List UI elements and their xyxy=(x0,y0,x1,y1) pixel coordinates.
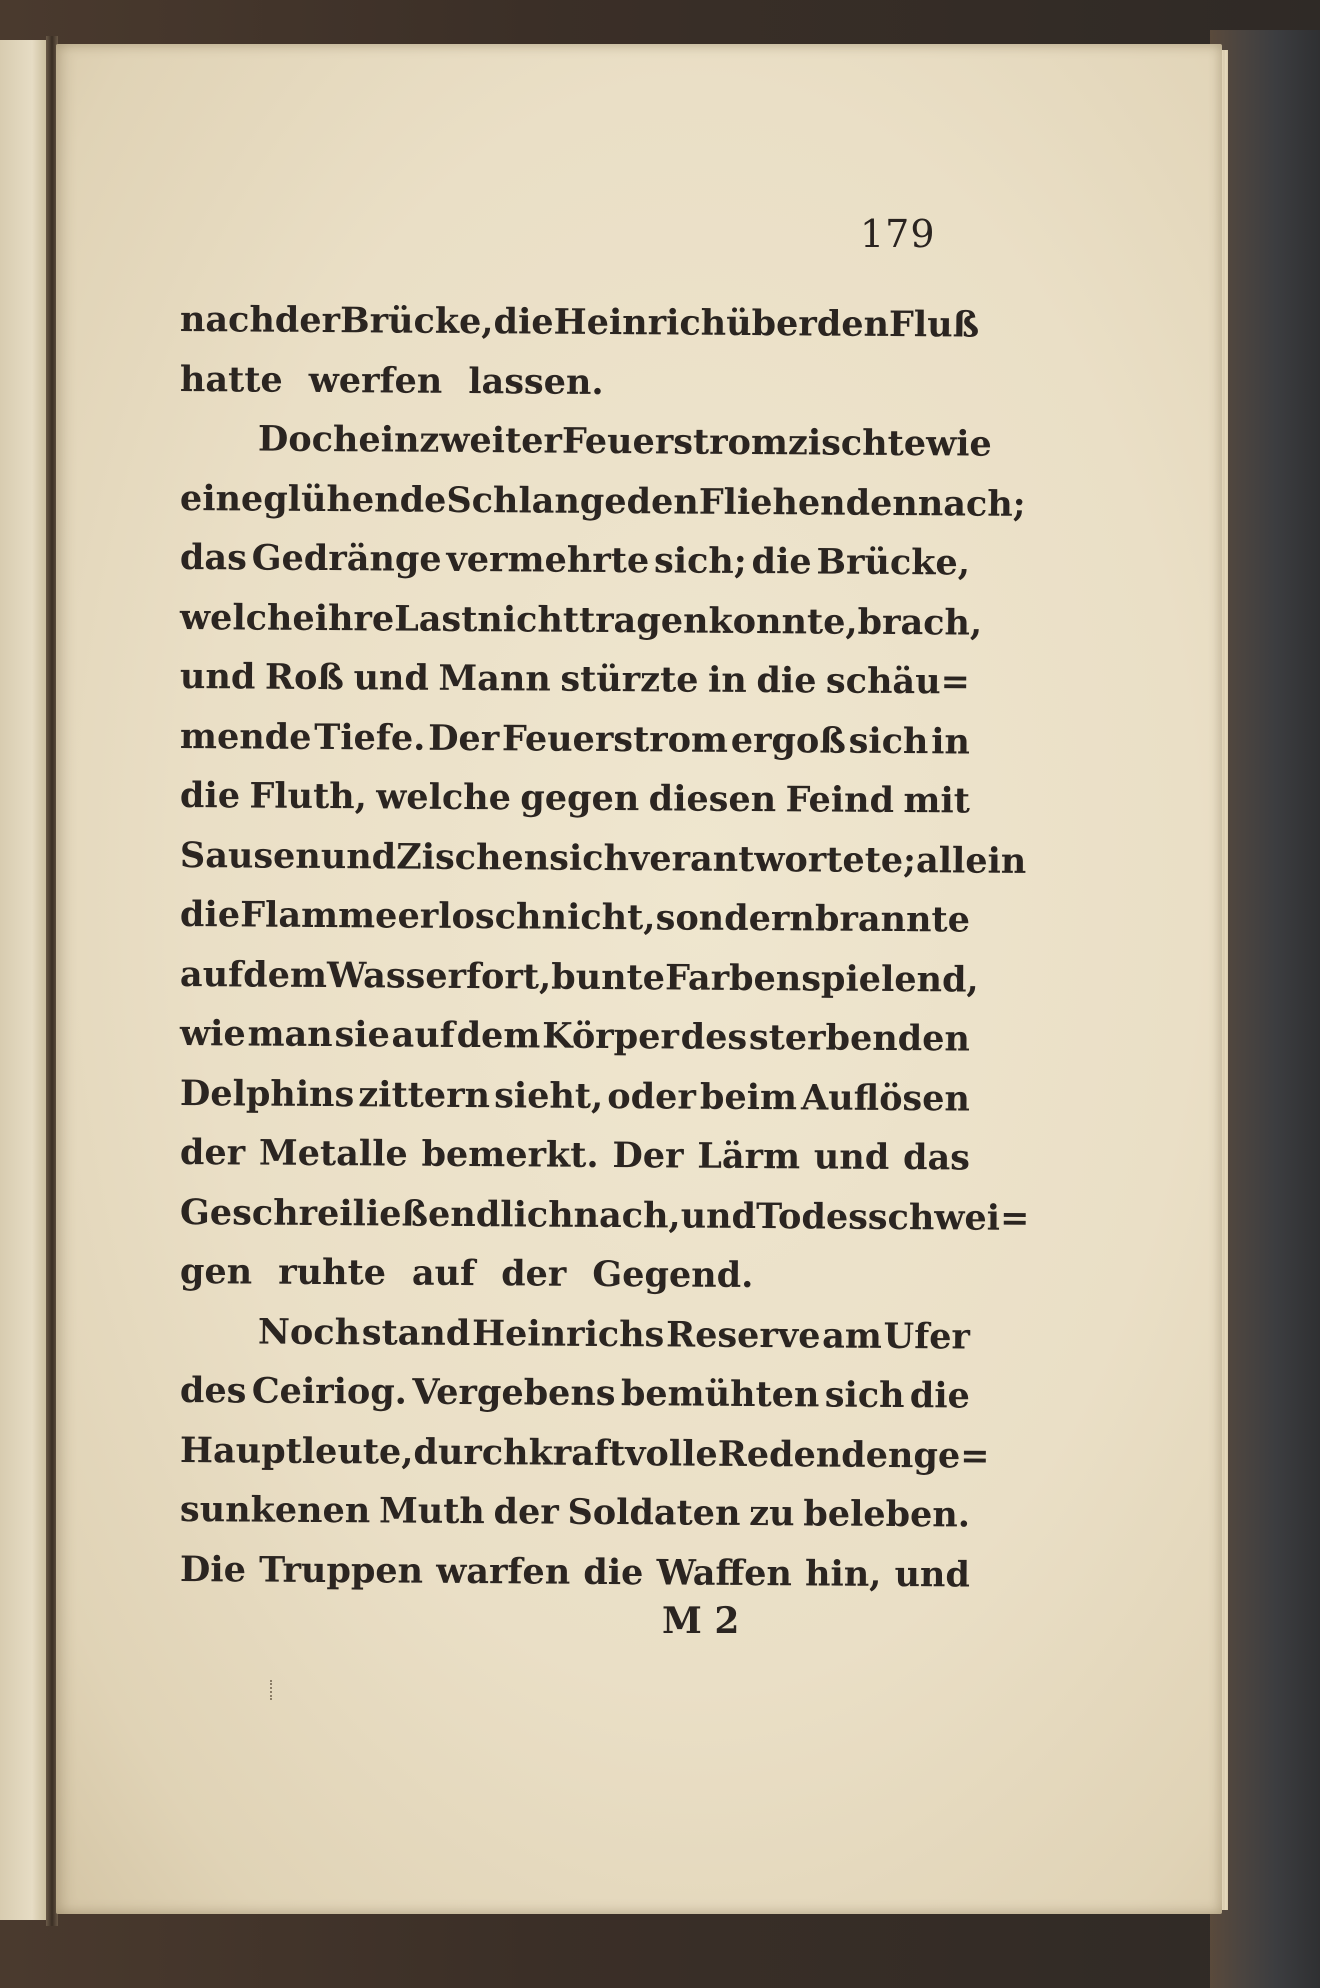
previous-page-edge xyxy=(0,40,46,1920)
printer-signature-mark: M 2 xyxy=(662,1600,740,1642)
text-line: Hauptleute, durch kraftvolle Reden den ge= xyxy=(179,1429,990,1477)
text-line: die Fluth, welche gegen diesen Feind mit xyxy=(179,775,971,822)
text-line: Die Truppen warfen die Waffen hin, und xyxy=(179,1548,971,1596)
text-line: Geschrei ließ endlich nach, und Todesschwei= xyxy=(179,1191,1030,1239)
text-line: Delphins zittern sieht, oder beim Auflösen xyxy=(179,1072,971,1120)
text-line: eine glühende Schlange den Fliehenden nach; xyxy=(179,477,1026,525)
text-line: wie man sie auf dem Körper des sterbenden xyxy=(179,1013,971,1060)
text-line: sunkenen Muth der Soldaten zu beleben. xyxy=(179,1489,971,1536)
page-number: 179 xyxy=(860,212,936,256)
paper-speck-marks xyxy=(270,1680,278,1700)
text-line: gen ruhte auf der Gegend. xyxy=(179,1251,754,1297)
text-line: welche ihre Last nicht tragen konnte, brach, xyxy=(179,596,983,644)
text-line: nach der Brücke, die Heinrich über den Fluß xyxy=(179,299,980,346)
text-line: hatte werfen lassen. xyxy=(179,358,604,403)
text-line: Doch ein zweiter Feuerstrom zischte wie xyxy=(257,418,992,465)
text-line: Noch stand Heinrichs Reserve am Ufer xyxy=(257,1311,971,1358)
text-line: Sausen und Zischen sich verantwortete; allein xyxy=(179,834,1027,882)
text-line: des Ceiriog. Vergebens bemühten sich die xyxy=(179,1370,971,1417)
page-text-block xyxy=(179,290,1030,1599)
text-line: das Gedränge vermehrte sich; die Brücke, xyxy=(179,537,971,584)
text-line: mende Tiefe. Der Feuerstrom ergoß sich in xyxy=(179,715,971,763)
text-line: die Flamme erlosch nicht, sondern brannte xyxy=(179,894,971,941)
text-line: und Roß und Mann stürzte in die schäu= xyxy=(179,656,971,703)
text-line: der Metalle bemerkt. Der Lärm und das xyxy=(179,1132,971,1179)
text-line: auf dem Wasser fort, bunte Farben spielend, xyxy=(179,953,979,1001)
